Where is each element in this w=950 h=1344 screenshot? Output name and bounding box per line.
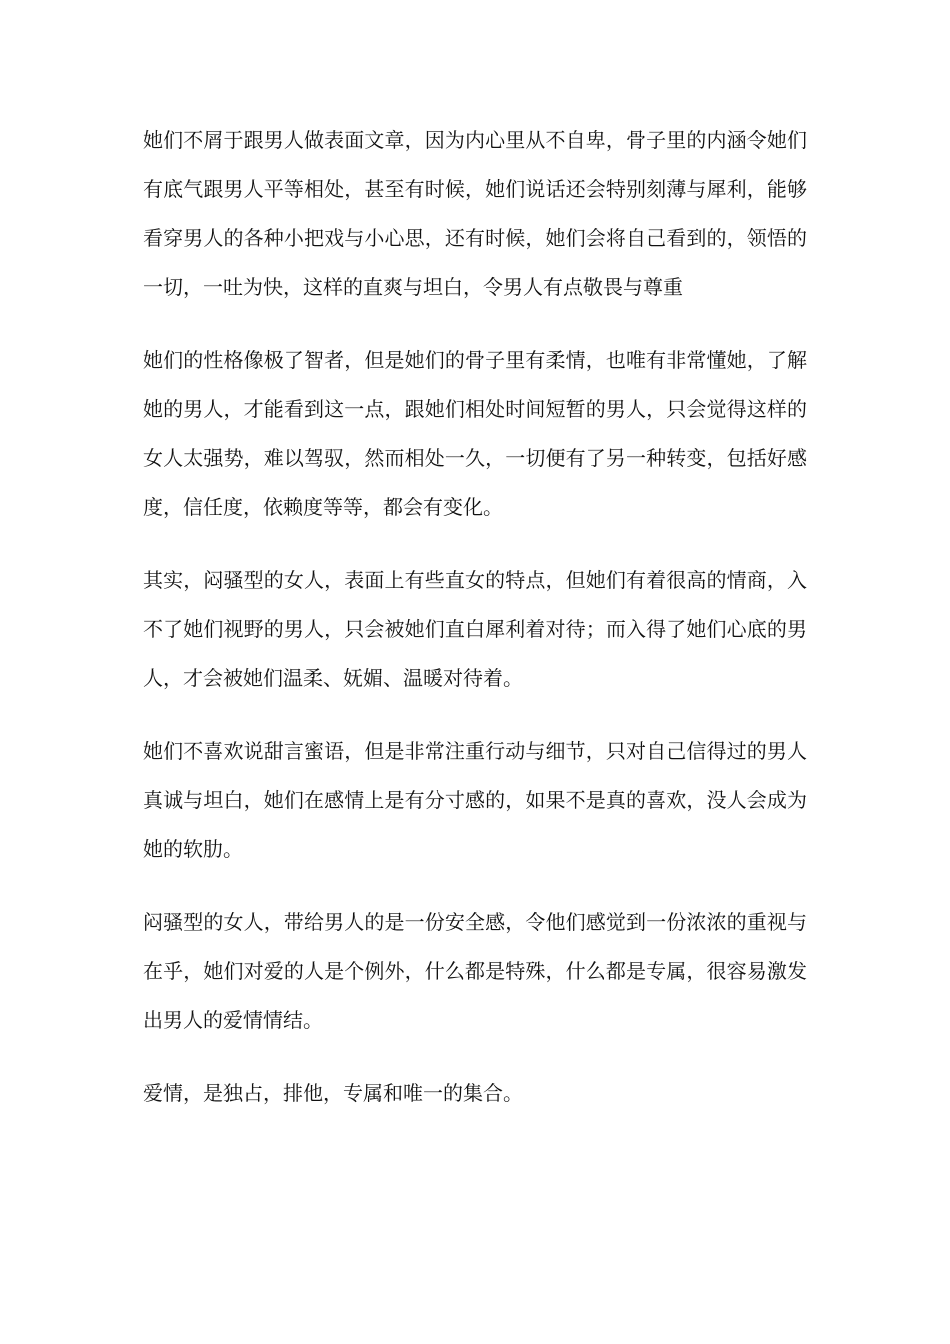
paragraph-3: 其实，闷骚型的女人，表面上有些直女的特点，但她们有着很高的情商，入不了她们视野的男人，只会被她们直白犀利着对待；而入得了她们心底的男人，才会被她们温柔、妩媚、温暖对待着。 bbox=[143, 568, 807, 690]
paragraph-1: 她们不屑于跟男人做表面文章，因为内心里从不自卑，骨子里的内涵令她们有底气跟男人平等相处，甚至有时候，她们说话还会特别刻薄与犀利，能够看穿男人的各种小把戏与小心思，还有时候，她们会将自己看到的，领悟的一切，一吐为快，这样的直爽与坦白，令男人有点敬畏与尊重 bbox=[143, 128, 807, 299]
paragraph-5: 闷骚型的女人，带给男人的是一份安全感，令他们感觉到一份浓浓的重视与在乎，她们对爱的人是个例外，什么都是特殊，什么都是专属，很容易激发出男人的爱情情结。 bbox=[143, 910, 807, 1032]
document-body bbox=[143, 116, 807, 1142]
paragraph-4: 她们不喜欢说甜言蜜语，但是非常注重行动与细节，只对自己信得过的男人真诚与坦白，她们在感情上是有分寸感的，如果不是真的喜欢，没人会成为她的软肋。 bbox=[143, 739, 807, 861]
paragraph-6: 爱情，是独占，排他，专属和唯一的集合。 bbox=[143, 1081, 523, 1105]
paragraph-2: 她们的性格像极了智者，但是她们的骨子里有柔情，也唯有非常懂她，了解她的男人，才能看到这一点，跟她们相处时间短暂的男人，只会觉得这样的女人太强势，难以驾驭，然而相处一久，一切便有了另一种转变，包括好感度，信任度，依赖度等等，都会有变化。 bbox=[143, 348, 807, 519]
